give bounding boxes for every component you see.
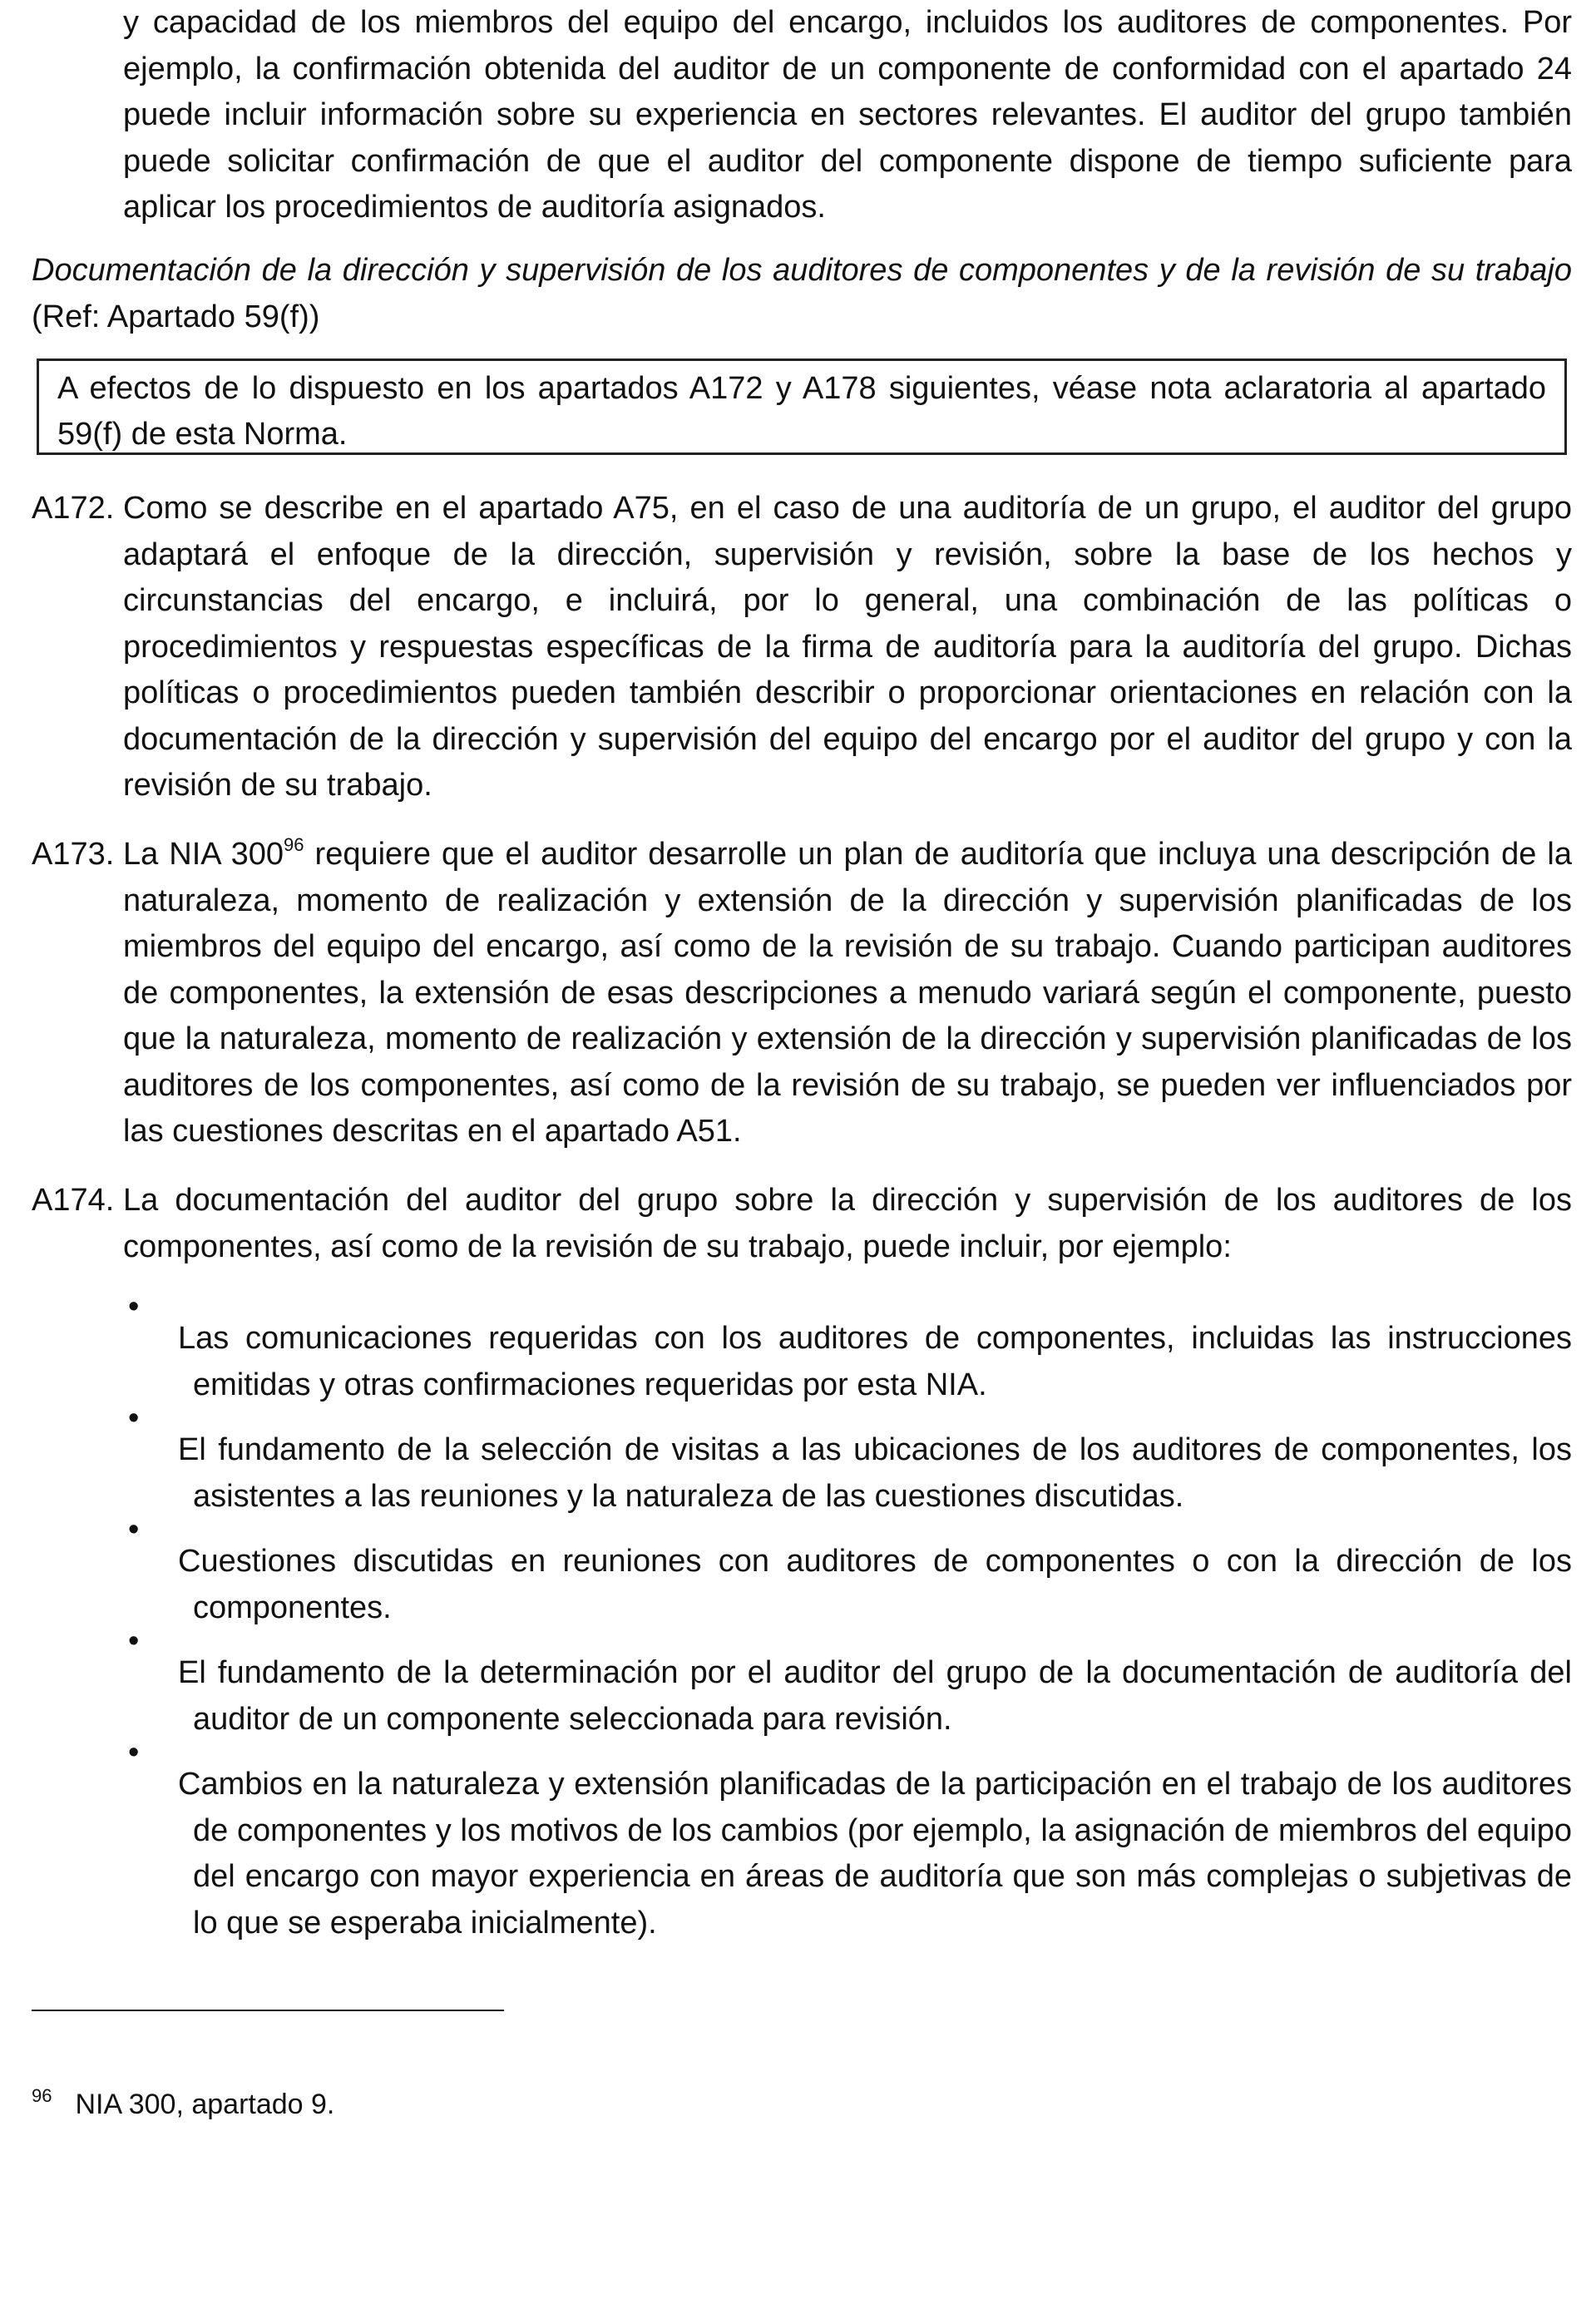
footnote-reference[interactable]: 96 (284, 834, 304, 855)
footnote-text: NIA 300, apartado 9. (75, 2089, 335, 2120)
paragraph-number: A172. (32, 491, 115, 526)
bullet-icon: • (128, 1624, 140, 1659)
paragraph-text: Como se describe en el apartado A75, en el caso de una auditoría de un grupo, el auditor del grupo adaptará el enfoque de la dirección, supervisión y revisión, sobre la base de los hechos y circunstancias del encargo, e incluirá, por lo general, una combinación de las políticas o procedimientos y respuestas específicas de la firma de auditoría para la auditoría del grupo. Dichas políticas o procedimientos pueden también describir o proporcionar orientaciones en relación con la documentación de la dirección y supervisión del equipo del encargo por el auditor del grupo y con la revisión de su trabajo. (123, 491, 1572, 803)
bullet-icon: • (128, 1735, 140, 1770)
paragraph-text-end: requiere que el auditor desarrolle un plan de auditoría que incluya una descripción de la naturaleza, momento de realización y extensión de la dirección y supervisión planificadas de los miembros del equipo del encargo, así como de la revisión de su trabajo. Cuando participan auditores de componentes, la extensión de esas descripciones a menudo variará según el componente, puesto que la naturaleza, momento de realización y extensión de la dirección y supervisión planificadas de los auditores de los componentes, así como de la revisión de su trabajo, se pueden ver influenciados por las cuestiones descritas en el apartado A51. (123, 837, 1572, 1149)
bullet-icon: • (128, 1289, 140, 1324)
footnote-divider (32, 2010, 504, 2011)
footnote-number: 96 (32, 2085, 52, 2106)
note-box (37, 358, 1567, 455)
paragraph-text (123, 832, 1572, 1155)
bullet-icon: • (128, 1401, 140, 1436)
list-item-text: Las comunicaciones requeridas con los auditores de componentes, incluidas las instrucciones emitidas y otras confirmaciones requeridas por esta NIA. (178, 1321, 1572, 1402)
section-heading-ref: (Ref: Apartado 59(f)) (32, 299, 320, 334)
continuation-paragraph: y capacidad de los miembros del equipo del encargo, incluidos los auditores de componentes. Por ejemplo, la confirmación obtenida del auditor de un componente de conformidad con el apartado 24 puede incluir información sobre su experiencia en sectores relevantes. El auditor del grupo también puede solicitar confirmación de que el auditor del componente dispone de tiempo suficiente para aplicar los procedimientos de auditoría asignados. (123, 5, 1572, 225)
section-heading-title: Documentación de la dirección y supervisión de los auditores de componentes y de la revisión de su trabajo (32, 253, 1572, 288)
list-item-text: Cuestiones discutidas en reuniones con auditores de componentes o con la dirección de los componentes. (178, 1544, 1572, 1625)
list-item-text: El fundamento de la determinación por el auditor del grupo de la documentación de auditoría del auditor de un componente seleccionada para revisión. (178, 1655, 1572, 1737)
paragraph-text: La documentación del auditor del grupo sobre la dirección y supervisión de los auditores de los componentes, así como de la revisión de su trabajo, puede incluir, por ejemplo: (123, 1183, 1572, 1264)
paragraph-number: A173. (32, 837, 115, 872)
bullet-icon: • (128, 1512, 140, 1547)
list-item-text: El fundamento de la selección de visitas a las ubicaciones de los auditores de componentes, los asistentes a las reuniones y la naturaleza de las cuestiones discutidas. (178, 1432, 1572, 1514)
note-box-text: A efectos de lo dispuesto en los apartados A172 y A178 siguientes, véase nota aclaratoria al apartado 59(f) de esta Norma. (57, 371, 1546, 452)
list-item-text: Cambios en la naturaleza y extensión planificadas de la participación en el trabajo de los auditores de componentes y los motivos de los cambios (por ejemplo, la asignación de miembros del equipo del encargo con mayor experiencia en áreas de auditoría que son más complejas o subjetivas de lo que se esperaba inicialmente). (178, 1767, 1572, 1941)
paragraph-text-start: La NIA 300 (123, 837, 284, 872)
paragraph-number: A174. (32, 1183, 115, 1218)
footnote (32, 2084, 863, 2125)
section-heading (32, 248, 1572, 340)
